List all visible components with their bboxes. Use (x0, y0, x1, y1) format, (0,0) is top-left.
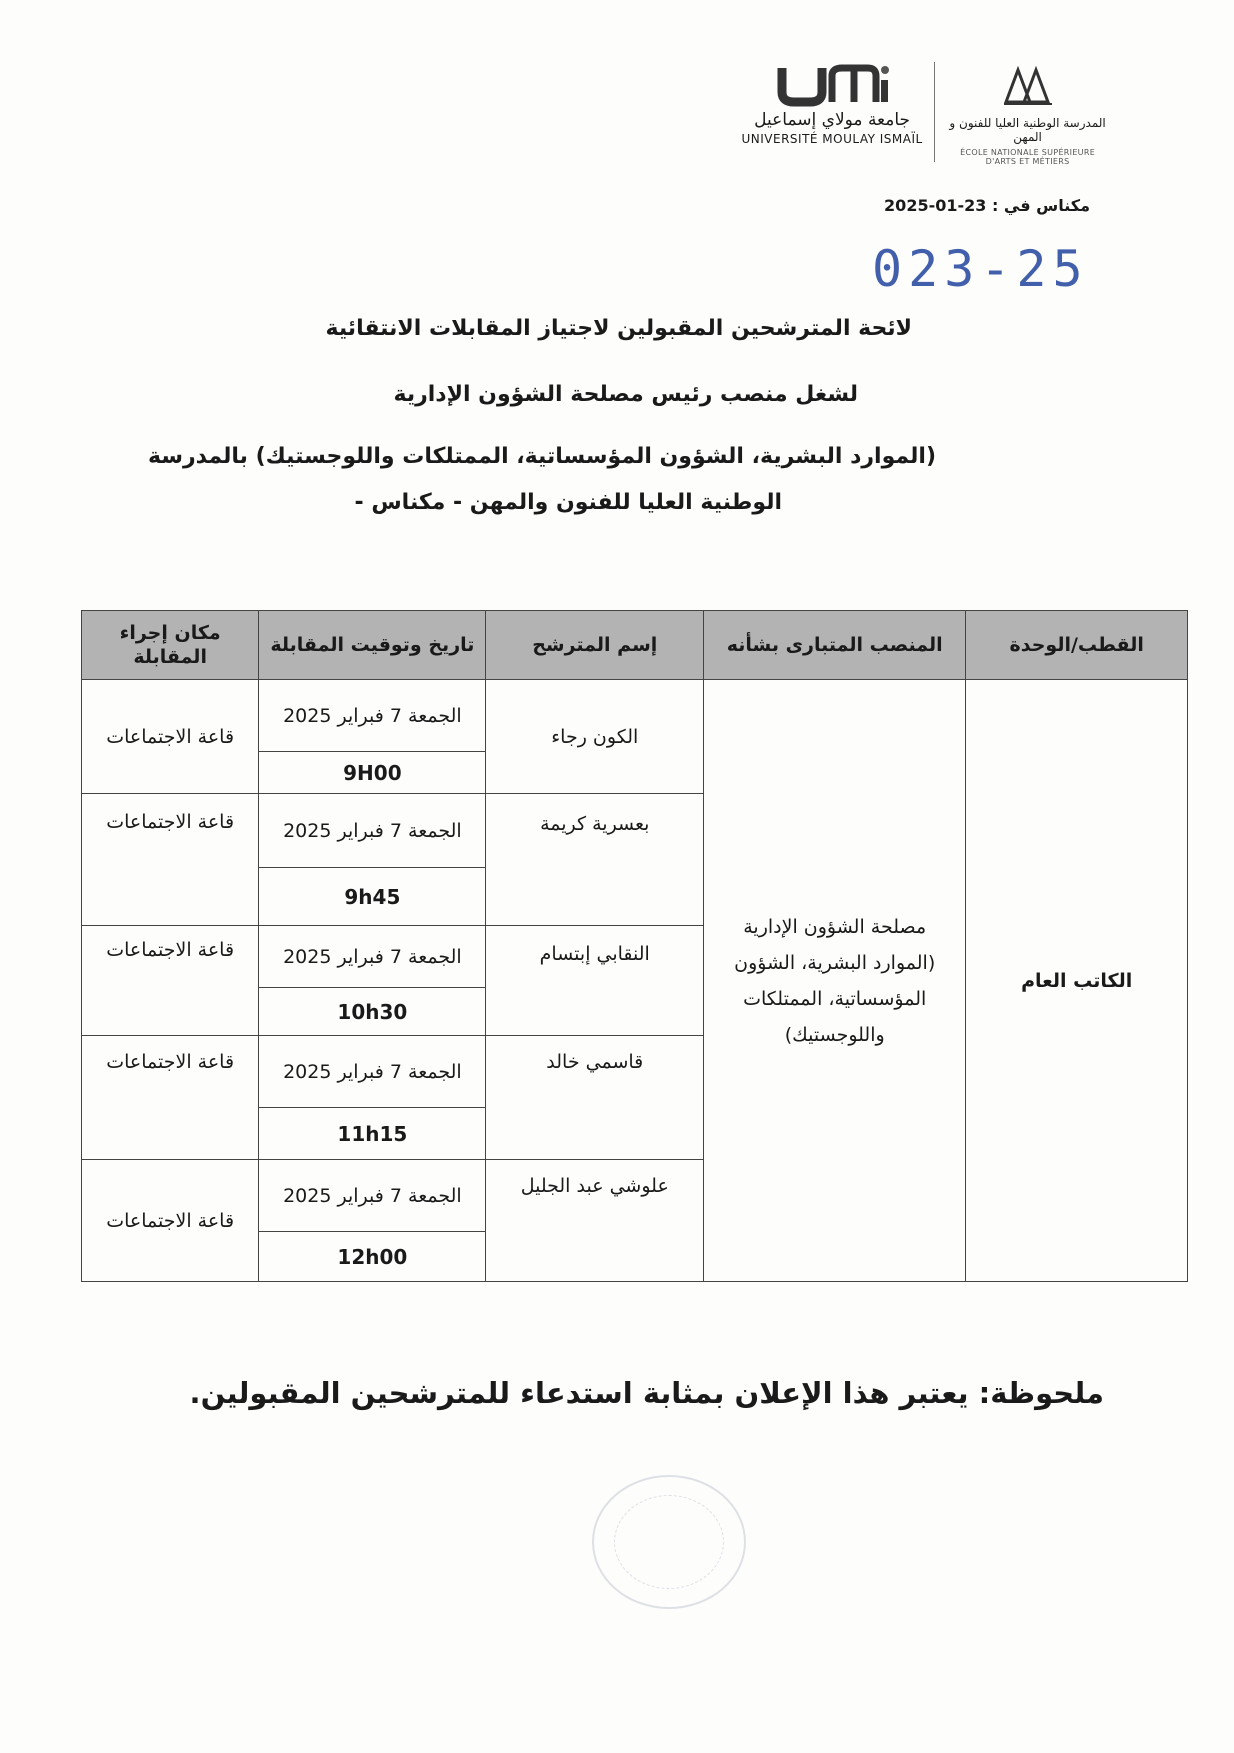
cell-interview-date: الجمعة 7 فبراير 2025 (259, 1036, 486, 1108)
ensam-name-arabic: المدرسة الوطنية العليا للفنون و المهن (949, 116, 1106, 144)
umi-logo-icon (772, 62, 892, 108)
title-line-4: الوطنية العليا للفنون والمهن - مكناس - (354, 490, 782, 515)
cell-interview-time: 9h45 (259, 868, 486, 926)
cell-candidate-name: علوشي عبد الجليل (486, 1160, 704, 1282)
title-line-2: لشغل منصب رئيس مصلحة الشؤون الإدارية (393, 382, 858, 407)
cell-interview-place: قاعة الاجتماعات (82, 1036, 259, 1160)
ensam-logo-mark (945, 62, 1110, 108)
cell-post: مصلحة الشؤون الإدارية (الموارد البشرية، الشؤون المؤسساتية، الممتلكات واللوجستيك) (704, 680, 966, 1282)
cell-interview-date: الجمعة 7 فبراير 2025 (259, 680, 486, 752)
cell-interview-date: الجمعة 7 فبراير 2025 (259, 794, 486, 868)
cell-interview-place: قاعة الاجتماعات (82, 794, 259, 926)
cell-interview-date: الجمعة 7 فبراير 2025 (259, 926, 486, 988)
umi-name-arabic: جامعة مولاي إسماعيل (754, 110, 911, 130)
title-line-1: لائحة المترشحين المقبولين لاجتياز المقابلات الانتقائية (325, 316, 912, 341)
header-logos (740, 62, 1110, 172)
header-post: المنصب المتبارى بشأنه (704, 611, 966, 680)
header-interview-place: مكان إجراء المقابلة (82, 611, 259, 680)
logo-divider (934, 62, 935, 162)
cell-interview-place: قاعة الاجتماعات (82, 1160, 259, 1282)
table-row (82, 680, 1188, 752)
official-seal-inner-ring (614, 1495, 724, 1589)
document-date: مكناس في : 23-01-2025 (884, 196, 1090, 215)
cell-candidate-name: قاسمي خالد (486, 1036, 704, 1160)
cell-interview-place: قاعة الاجتماعات (82, 680, 259, 794)
cell-unit: الكاتب العام (966, 680, 1188, 1282)
cell-interview-time: 11h15 (259, 1108, 486, 1160)
table-header-row (82, 611, 1188, 680)
ensam-name-french: ÉCOLE NATIONALE SUPÉRIEURE D'ARTS ET MÉTIERS (960, 148, 1096, 166)
note-text: ملحوظة: يعتبر هذا الإعلان بمثابة استدعاء للمترشحين المقبولين. (189, 1376, 1104, 1410)
reference-stamp: 023-25 (872, 240, 1089, 298)
cell-interview-time: 12h00 (259, 1232, 486, 1282)
title-line-3: (الموارد البشرية، الشؤون المؤسساتية، الممتلكات واللوجستيك) بالمدرسة (148, 444, 936, 469)
cell-interview-date: الجمعة 7 فبراير 2025 (259, 1160, 486, 1232)
cell-candidate-name: النقابي إبتسام (486, 926, 704, 1036)
cell-candidate-name: الكون رجاء (486, 680, 704, 794)
candidates-table (81, 610, 1188, 1282)
cell-interview-time: 10h30 (259, 988, 486, 1036)
cell-interview-time: 9H00 (259, 752, 486, 794)
header-unit: القطب/الوحدة (966, 611, 1188, 680)
ensam-logo-block (945, 62, 1110, 166)
ensam-logo-icon (998, 62, 1058, 108)
cell-candidate-name: بعسرية كريمة (486, 794, 704, 926)
umi-name-french: UNIVERSITÉ MOULAY ISMAÏL (741, 132, 923, 146)
cell-interview-place: قاعة الاجتماعات (82, 926, 259, 1036)
umi-logo-mark (740, 62, 924, 108)
official-seal (592, 1475, 746, 1609)
header-interview-datetime: تاريخ وتوقيت المقابلة (259, 611, 486, 680)
umi-logo-block (740, 62, 924, 146)
header-candidate-name: إسم المترشح (486, 611, 704, 680)
